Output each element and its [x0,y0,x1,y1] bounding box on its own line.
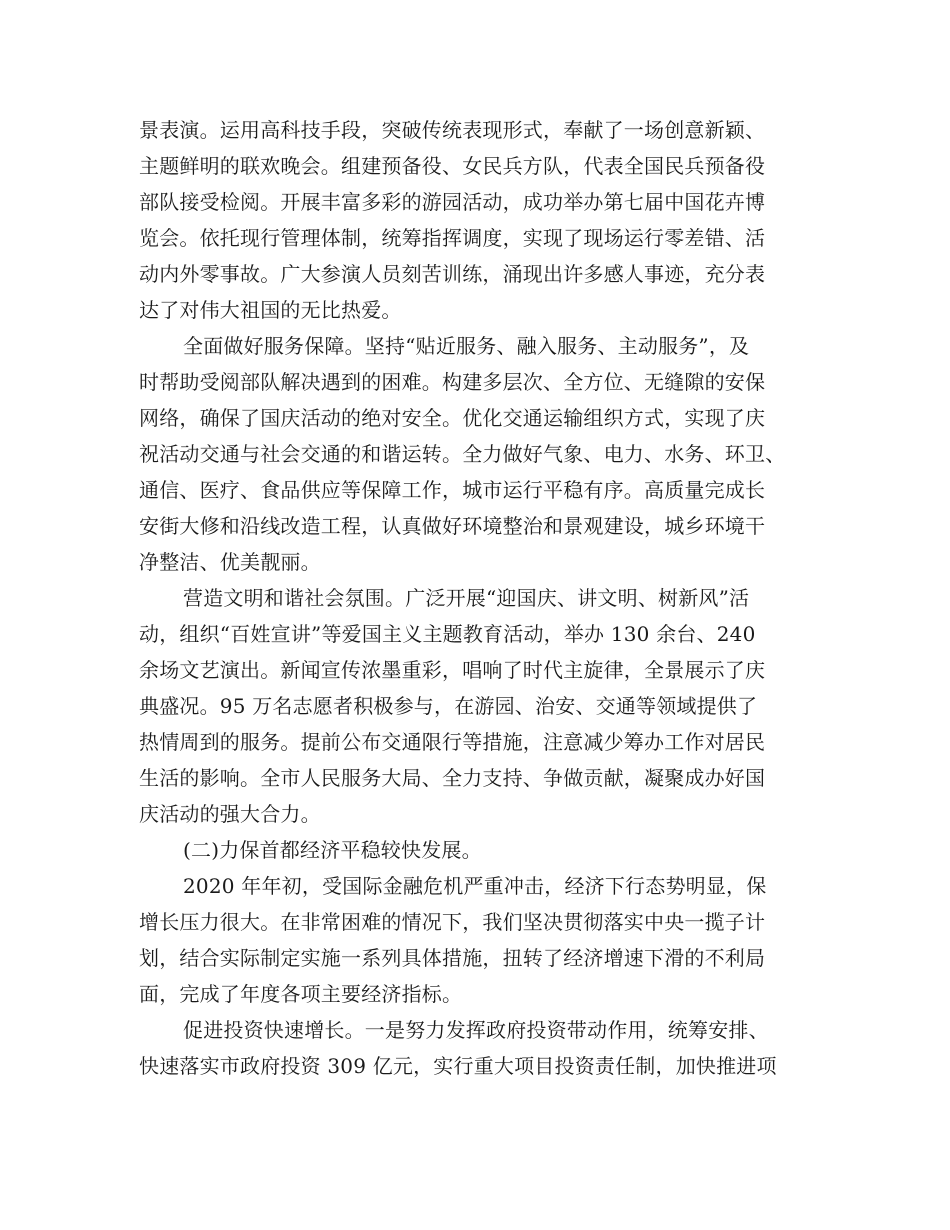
text-line: 生活的影响。全市人民服务大局、全力支持、争做贡献，凝聚成办好国 [139,766,766,790]
text-line: 热情周到的服务。提前公布交通限行等措施，注意减少筹办工作对居民 [139,730,766,754]
paragraph-first-line: 营造文明和谐社会氛围。广泛开展“迎国庆、讲文明、树新风”活 [183,586,750,610]
text-line: 面，完成了年度各项主要经济指标。 [139,982,463,1006]
text-line: 祝活动交通与社会交通的和谐运转。全力做好气象、电力、水务、环卫、 [139,442,786,466]
text-line: 景表演。运用高科技手段，突破传统表现形式，奉献了一场创意新颖、 [139,118,766,142]
text-line: 部队接受检阅。开展丰富多彩的游园活动，成功举办第七届中国花卉博 [139,190,766,214]
text-line: 庆活动的强大合力。 [139,802,321,826]
text-line: 余场文艺演出。新闻宣传浓墨重彩，唱响了时代主旋律，全景展示了庆 [139,658,766,682]
text-line: 划，结合实际制定实施一系列具体措施，扭转了经济增速下滑的不利局 [139,946,766,970]
text-line: 通信、医疗、食品供应等保障工作，城市运行平稳有序。高质量完成长 [139,478,766,502]
text-line: 动内外零事故。广大参演人员刻苦训练，涌现出许多感人事迹，充分表 [139,262,766,286]
text-line: 达了对伟大祖国的无比热爱。 [139,298,402,322]
paragraph-first-line: 2020 年年初，受国际金融危机严重冲击，经济下行态势明显，保 [183,874,767,898]
text-line: 览会。依托现行管理体制，统筹指挥调度，实现了现场运行零差错、活 [139,226,766,250]
text-line: 典盛况。95 万名志愿者积极参与，在游园、治安、交通等领域提供了 [139,694,758,718]
text-line: 主题鲜明的联欢晚会。组建预备役、女民兵方队，代表全国民兵预备役 [139,154,766,178]
text-line: 网络，确保了国庆活动的绝对安全。优化交通运输组织方式，实现了庆 [139,406,766,430]
paragraph-first-line: 促进投资快速增长。一是努力发挥政府投资带动作用，统筹安排、 [183,1018,769,1042]
section-heading: (二)力保首都经济平稳较快发展。 [183,838,482,862]
text-line: 净整洁、优美靓丽。 [139,550,321,574]
text-line: 动，组织“百姓宣讲”等爱国主义主题教育活动，举办 130 余台、240 [139,622,756,646]
text-line: 快速落实市政府投资 309 亿元，实行重大项目投资责任制，加快推进项 [139,1054,777,1078]
text-line: 增长压力很大。在非常困难的情况下，我们坚决贯彻落实中央一揽子计 [139,910,766,934]
paragraph-first-line: 全面做好服务保障。坚持“贴近服务、融入服务、主动服务”，及 [183,334,750,358]
text-line: 时帮助受阅部队解决遇到的困难。构建多层次、全方位、无缝隙的安保 [139,370,766,394]
text-line: 安街大修和沿线改造工程，认真做好环境整治和景观建设，城乡环境干 [139,514,766,538]
